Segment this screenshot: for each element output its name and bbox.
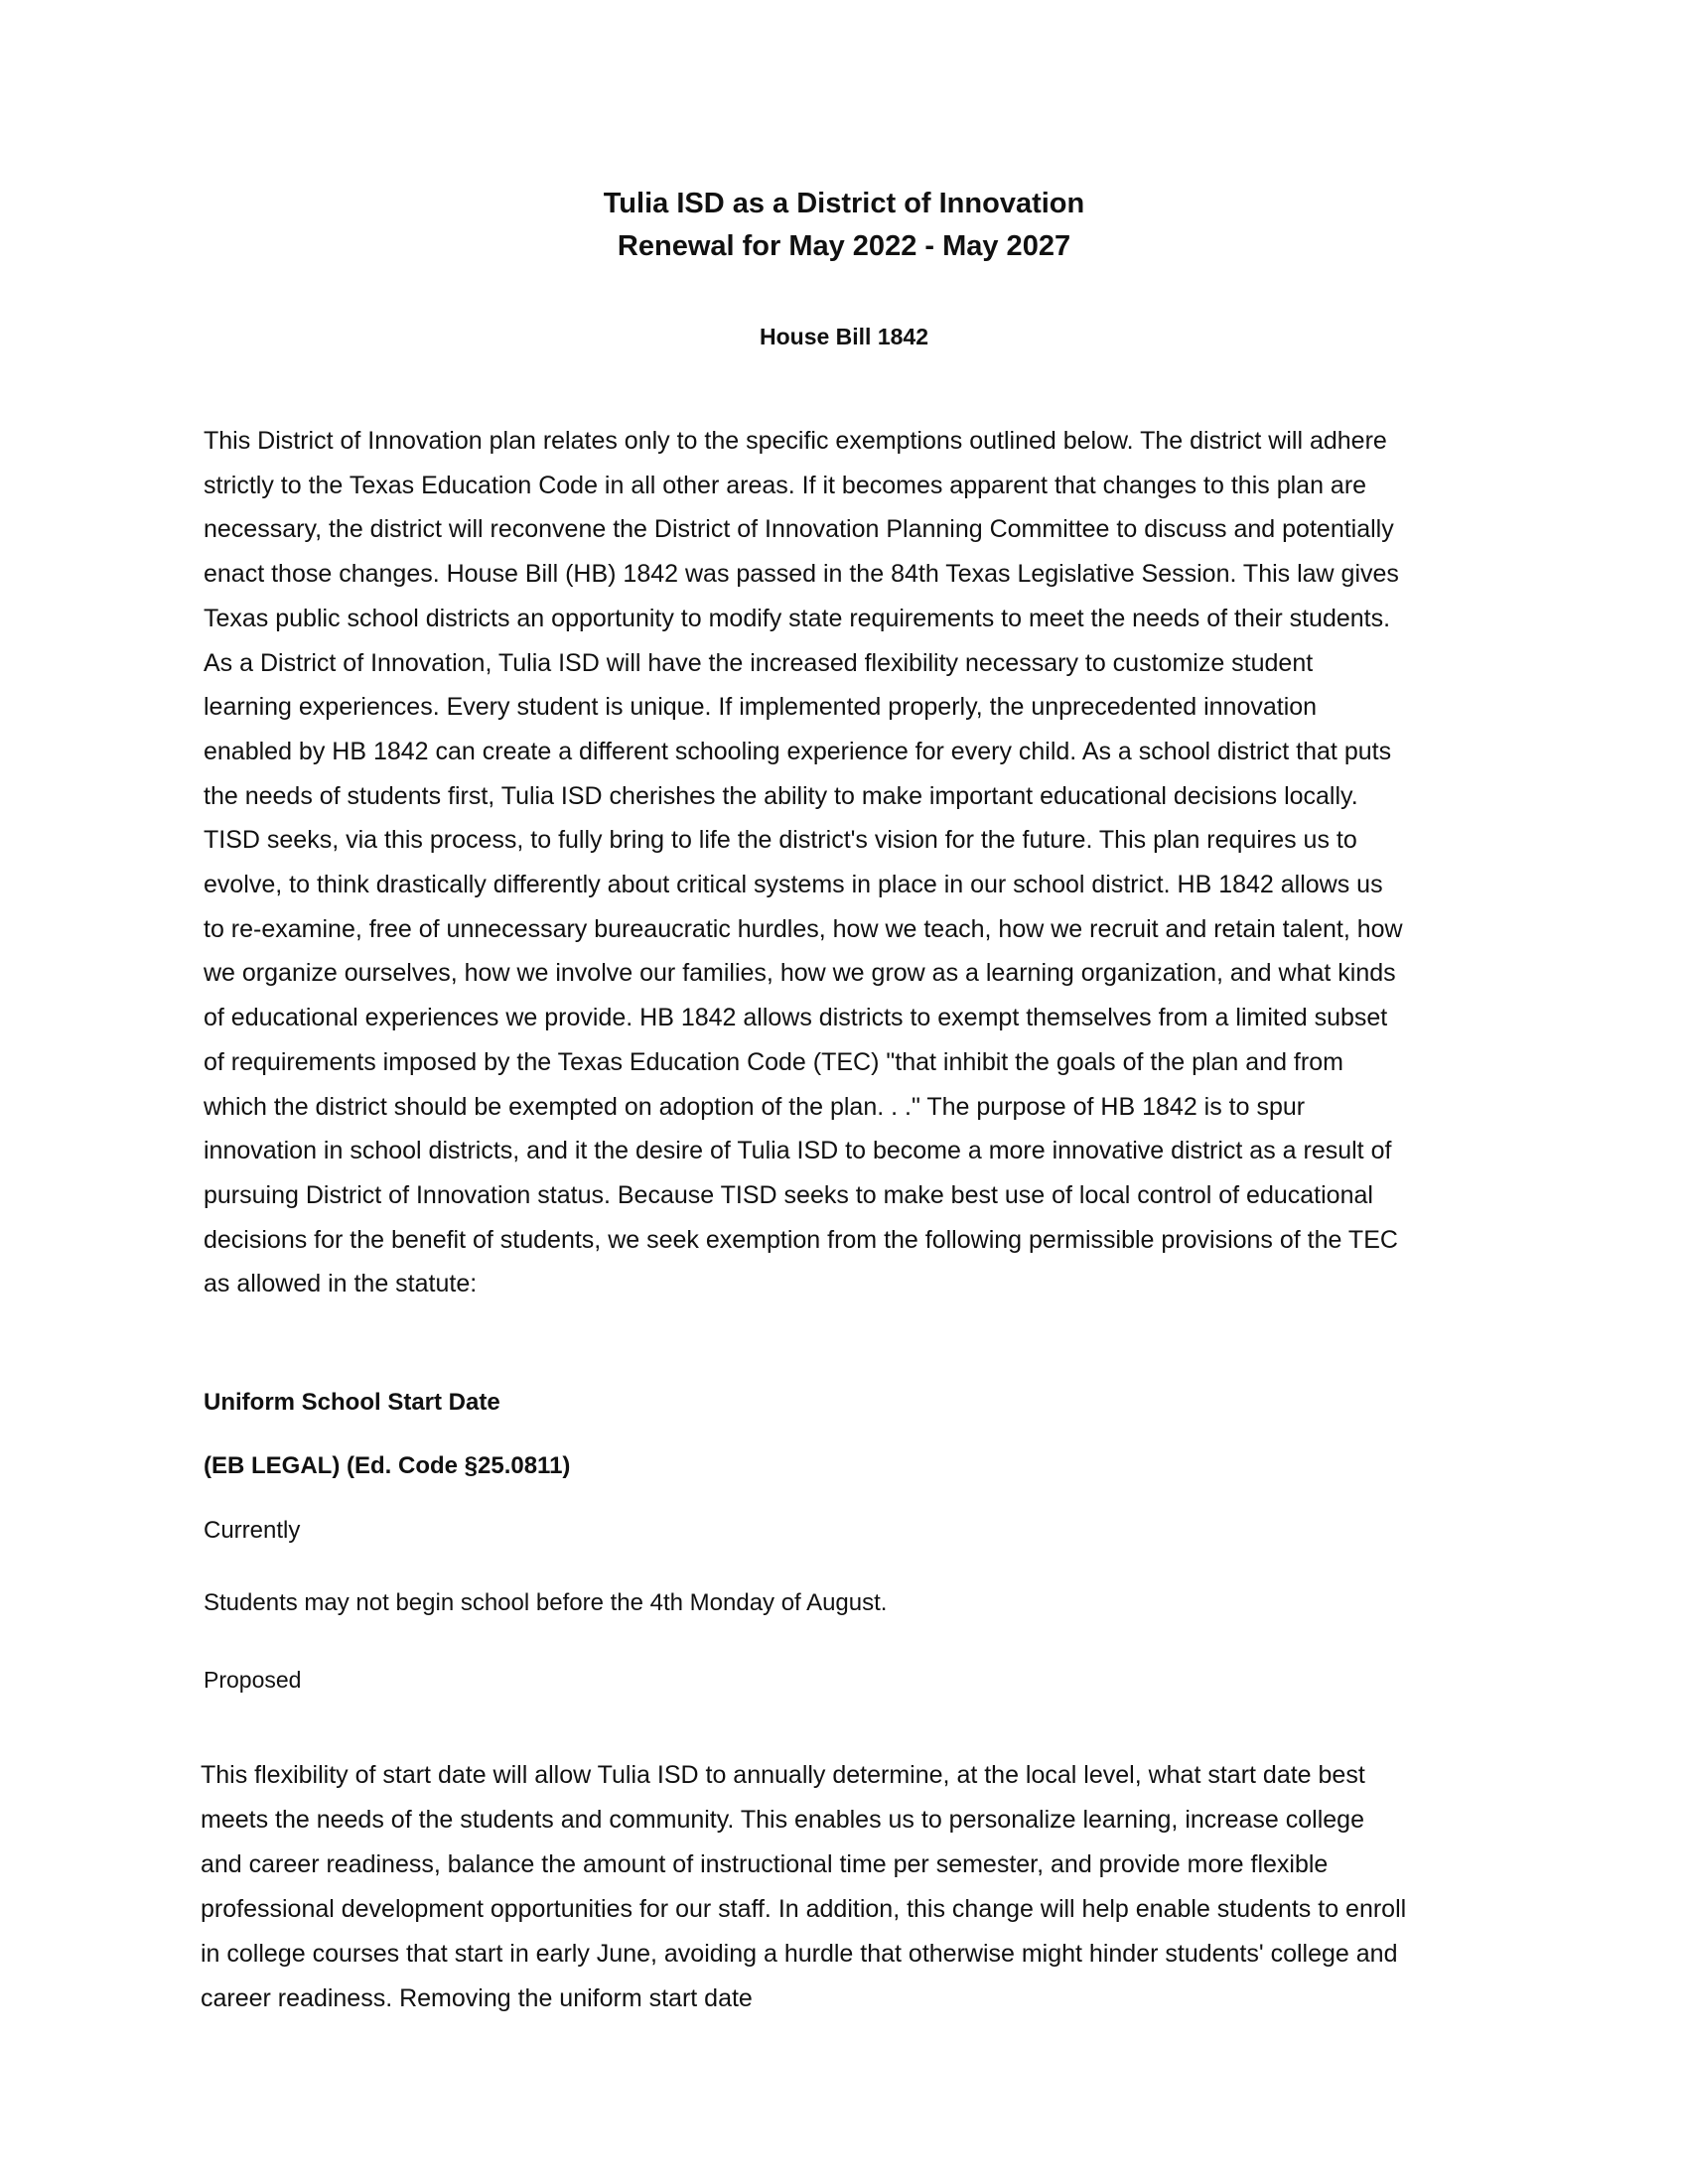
section-heading-start-date: Uniform School Start Date (204, 1389, 500, 1416)
intro-paragraph: This District of Innovation plan relates only to the specific exemptions outlined below. The district will adhere strictly to the Texas Education Code in all other areas. If it becomes apparent that changes to this plan are necessary, the district will reconvene the District of Innovation Planning Committee to discuss and potentially enact those changes. House Bill (HB) 1842 was passed in the 84th Texas Legislative Session. This law gives Texas public school districts an opportunity to modify state requirements to meet the needs of their students. As a District of Innovation, Tulia ISD will have the increased flexibility necessary to customize student learning experiences. Every student is unique. If implemented properly, the unprecedented innovation enabled by HB 1842 can create a different schooling experience for every child. As a school district that puts the needs of students first, Tulia ISD cherishes the ability to make important educational decisions locally. TISD seeks, via this process, to fully bring to life the district's vision for the future. This plan requires us to evolve, to think drastically differently about critical systems in place in our school district. HB 1842 allows us to re-examine, free of unnecessary bureaucratic hurdles, how we teach, how we recruit and retain talent, how we organize ourselves, how we involve our families, how we grow as a learning organization, and what kinds of educational experiences we provide. HB 1842 allows districts to exempt themselves from a limited subset of requirements imposed by the Texas Education Code (TEC) "that inhibit the goals of the plan and from which the district should be exempted on adoption of the plan. . ." The purpose of HB 1842 is to spur innovation in school districts, and it the desire of Tulia ISD to become a more innovative district as a result of pursuing District of Innovation status. Because TISD seeks to make best use of local control of educational decisions for the benefit of students, we seek exemption from the following permissible provisions of the TEC as allowed in the statute: (204, 427, 1403, 1298)
proposed-paragraph: This flexibility of start date will allow Tulia ISD to annually determine, at the local level, what start date best meets the needs of the students and community. This enables us to personalize learning, increase college and career readiness, balance the amount of instructional time per semester, and provide more flexible professional development opportunities for our staff. In addition, this change will help enable students to enroll in college courses that start in early June, avoiding a hurdle that otherwise might hinder students' college and career readiness. Removing the uniform start date (201, 1761, 1407, 2012)
currently-label: Currently (204, 1517, 301, 1544)
title-line-1: Tulia ISD as a District of Innovation (603, 188, 1085, 219)
subheading-house-bill: House Bill 1842 (759, 324, 929, 349)
legal-reference: (EB LEGAL) (Ed. Code §25.0811) (204, 1452, 571, 1479)
title-line-2: Renewal for May 2022 - May 2027 (617, 230, 1071, 262)
currently-text: Students may not begin school before the 4th Monday of August. (204, 1589, 888, 1616)
proposed-label: Proposed (204, 1667, 302, 1693)
document-title (0, 183, 1688, 268)
